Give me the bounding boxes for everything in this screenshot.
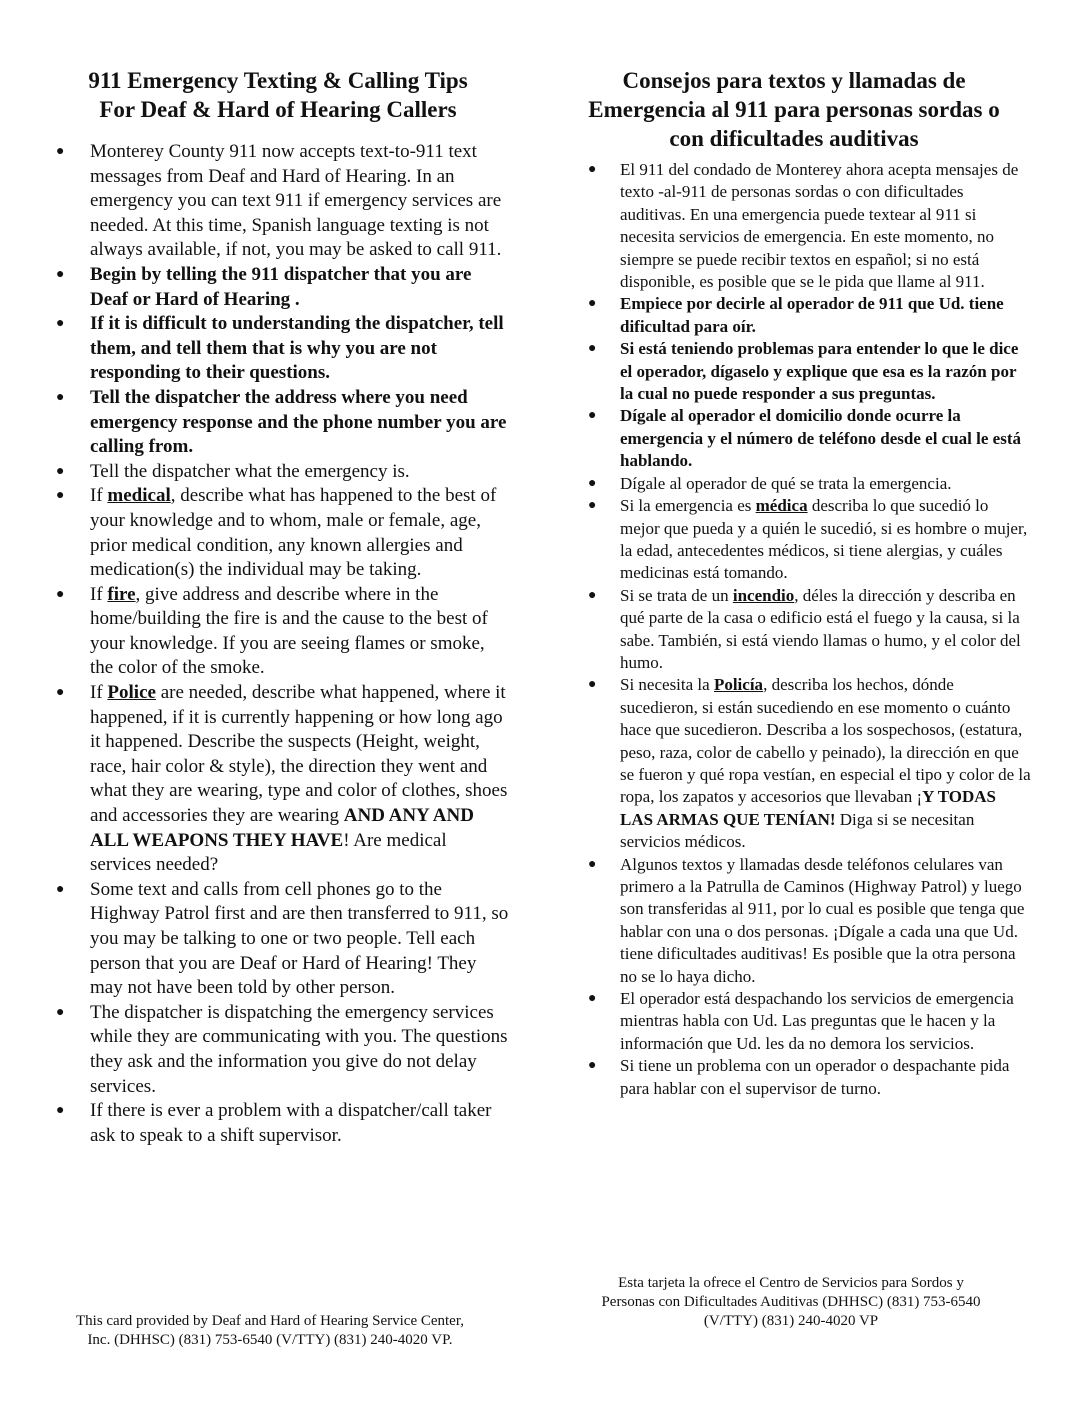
bullet-icon: ● — [588, 498, 597, 514]
tip-item-medica: ● Si la emergencia es médica describa lo que sucedió lo mejor que pueda y a quién le sucedió, si es hombre o mujer, la edad, antecedentes médicos, si tiene alergias, y cuáles medicinas está tomando. — [588, 496, 1028, 583]
bullet-icon: ● — [56, 1004, 65, 1020]
bullet-icon: ● — [56, 266, 65, 282]
armas-emphasis: Y TODAS LAS ARMAS QUE TENÍAN! — [620, 787, 996, 829]
tip-item: ● Dígale al operador de qué se trata la emergencia. — [556, 473, 1032, 495]
spanish-column — [556, 66, 1032, 1100]
bullet-icon: ● — [56, 881, 65, 897]
tip-item-police: ● If Police are needed, describe what happened, where it happened, if it is currently happening or how long ago it happened. Describe the suspects (Height, weight, race, hair color & style), the direction they went and what they are wearing, type and color of clothes, shoes and accessories they are wearing AND ANY AND ALL WEAPONS THEY HAVE! Are medical services needed? — [56, 682, 508, 876]
keyword-medica: médica — [755, 496, 808, 516]
bullet-icon: ● — [56, 316, 65, 332]
english-title-line-2: For Deaf & Hard of Hearing Callers — [99, 97, 457, 122]
spanish-footer: Esta tarjeta la ofrece el Centro de Servicios para Sordos y Personas con Dificultades Auditivas (DHHSC) (831) 753-6540 (V/TTY) (831) 240-4020 VP — [601, 1275, 981, 1329]
english-column — [46, 66, 510, 1148]
tip-item: ● If it is difficult to understanding the dispatcher, tell them, and tell them that is why you are not responding to their questions. — [56, 313, 504, 384]
spanish-tips-list — [556, 159, 1032, 1100]
tip-item: ● Dígale al operador el domicilio donde ocurre la emergencia y el número de teléfono desde el cual le está hablando. — [588, 406, 1021, 471]
bullet-icon: ● — [588, 1058, 597, 1074]
tip-item: ● Tell the dispatcher the address where you need emergency response and the phone number you are calling from. — [56, 386, 507, 458]
tip-item: ● Begin by telling the 911 dispatcher that you are Deaf or Hard of Hearing . — [56, 263, 472, 310]
tip-item: ● Some text and calls from cell phones go to the Highway Patrol first and are then transferred to 911, so you may be talking to one or two people. Tell each person that you are Deaf or Hard of Hearing! They may not have been told by other person. — [56, 878, 509, 999]
tip-item: ● El operador está despachando los servicios de emergencia mientras habla con Ud. Las preguntas que le hacen y la información que Ud. les da no demora los servicios. — [588, 989, 1014, 1053]
keyword-police: Police — [107, 682, 156, 704]
bullet-icon: ● — [588, 408, 597, 424]
tip-item: ● Si está teniendo problemas para entender lo que le dice el operador, dígaselo y explique que esa es la razón por la cual no puede responder a sus preguntas. — [588, 339, 1019, 404]
bullet-icon: ● — [56, 389, 65, 405]
english-footer: This card provided by Deaf and Hard of Hearing Service Center, Inc. (DHHSC) (831) 753-6540 (V/TTY) (831) 240-4020 VP. — [75, 1313, 464, 1348]
bullet-icon: ● — [588, 677, 597, 693]
spanish-title — [556, 66, 1032, 153]
keyword-fire: fire — [107, 583, 136, 605]
tip-item: ● If there is ever a problem with a dispatcher/call taker ask to speak to a shift supervisor. — [56, 1100, 492, 1146]
bullet-icon: ● — [56, 144, 65, 159]
bullet-icon: ● — [56, 1103, 65, 1119]
tip-item: ● Tell the dispatcher what the emergency is. — [46, 460, 510, 485]
tip-item: ● Algunos textos y llamadas desde teléfonos celulares van primero a la Patrulla de Caminos (Highway Patrol) y luego son transferidas al 911, por lo cual es posible que tenga que hablar con una o dos personas. ¡Dígale a cada una que Ud. tiene dificultades auditivas! Es posible que la otra persona no se lo haya dicho. — [588, 854, 1025, 986]
tip-item-incendio: ● Si se trata de un incendio, déles la dirección y describa en qué parte de la casa o edificio está el fuego y la causa, si la sabe. También, si está viendo llamas o humo, y el color del humo. — [588, 585, 1021, 672]
tip-item: ● The dispatcher is dispatching the emergency services while they are communicating with you. The questions they ask and the information you give do not delay services. — [56, 1001, 508, 1097]
spanish-title-line-2: Emergencia al 911 para personas sordas o — [588, 97, 1000, 122]
bullet-icon: ● — [588, 587, 597, 603]
spanish-title-line-3: con dificultades auditivas — [669, 126, 919, 151]
english-title-line-1: 911 Emergency Texting & Calling Tips — [88, 68, 468, 93]
keyword-policia: Policía — [713, 675, 764, 695]
bullet-icon: ● — [588, 162, 597, 177]
tip-item: ● Empiece por decirle al operador de 911 que Ud. tiene dificultad para oír. — [588, 294, 1004, 336]
tip-item: ● El 911 del condado de Monterey ahora acepta mensajes de texto -al-911 de personas sordas o con dificultades auditivas. En una emergencia puede textear al 911 si necesita servicios de emergencia. En este momento, no siempre se puede recibir textos en español; si no está disponible, es posible que se le pida que llame al 911. — [588, 160, 1019, 292]
bullet-icon: ● — [56, 586, 65, 602]
english-title — [46, 66, 510, 124]
bullet-icon: ● — [56, 488, 65, 504]
spanish-title-line-1: Consejos para textos y llamadas de — [622, 68, 966, 93]
tip-item: ● Si tiene un problema con un operador o despachante pida para hablar con el supervisor de turno. — [588, 1056, 1010, 1098]
tip-item-fire: ● If fire, give address and describe where in the home/building the fire is and the cause to the best of your knowledge. If you are seeing flames or smoke, the color of the smoke. — [56, 583, 488, 679]
bullet-icon: ● — [588, 475, 597, 491]
bullet-icon: ● — [588, 856, 597, 872]
english-tips-list — [46, 140, 510, 1148]
bullet-icon: ● — [588, 991, 597, 1007]
bullet-icon: ● — [588, 296, 597, 312]
bullet-icon: ● — [56, 463, 65, 479]
keyword-incendio: incendio — [732, 585, 795, 605]
bullet-icon: ● — [588, 341, 597, 357]
tip-item-medical: ● If medical, describe what has happened to the best of your knowledge and to whom, male or female, age, prior medical condition, any known allergies and medication(s) the individual may be taking. — [56, 485, 497, 581]
bullet-icon: ● — [56, 685, 65, 701]
tip-item: ● Monterey County 911 now accepts text-to-911 text messages from Deaf and Hard of Hearing. In an emergency you can text 911 if emergency services are needed. At this time, Spanish language texting is not always available, if not, you may be asked to call 911. — [56, 141, 502, 261]
tip-item-policia: ● Si necesita la Policía, describa los hechos, dónde sucedieron, si están sucediendo en ese momento o cuánto hace que sucedieron. Describa a los sospechosos, (estatura, peso, raza, color de cabello y peinado), la dirección en que se fueron y qué ropa vestían, en especial el tipo y color de la ropa, los zapatos y accesorios que llevaban ¡Y TODAS LAS ARMAS QUE TENÍAN! Diga si se necesitan servicios médicos. — [588, 675, 1031, 852]
weapons-emphasis: AND ANY AND ALL WEAPONS THEY HAVE — [90, 805, 474, 851]
keyword-medical: medical — [107, 485, 171, 507]
